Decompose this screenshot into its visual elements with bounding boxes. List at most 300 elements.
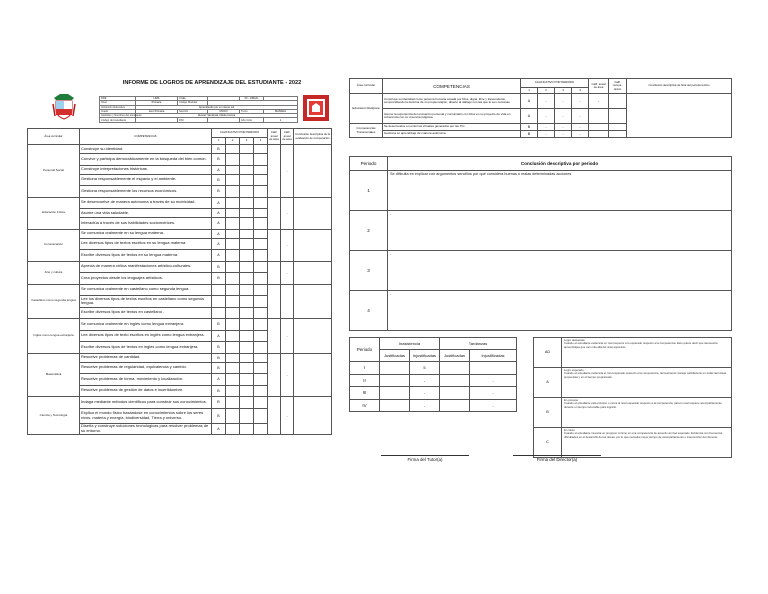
competency-name: Construye interpretaciones históricas.: [80, 165, 212, 174]
comp-annual-grade: [589, 109, 609, 124]
competencies-grades-table: [27, 128, 332, 435]
recovery-conclusion: [294, 229, 332, 261]
scale-row: [534, 368, 732, 398]
attendance-row: [350, 374, 517, 387]
grade-empty: [226, 307, 240, 319]
grade-empty: [240, 307, 254, 319]
conclusion-text: -: [388, 211, 732, 251]
recovery-grade: -: [281, 397, 294, 435]
recovery-conclusion: [294, 353, 332, 397]
conclusion-text: Se dificulta en explicar con argumentos sencillos por qué considera buenas o malas determinadas acciones: [388, 171, 732, 211]
grade-empty: [254, 423, 268, 435]
grade-empty: [254, 408, 268, 423]
comp-grade-period: -: [572, 94, 589, 109]
grade-period-1: A: [212, 374, 226, 386]
scale-description-cell: [562, 428, 732, 458]
grade-empty: [226, 218, 240, 230]
attendance-value: [380, 399, 410, 412]
grade-empty: [254, 397, 268, 409]
grade-period-1: B: [212, 174, 226, 186]
grade-period-1: B: [212, 154, 226, 166]
comp-period-2: 2: [538, 88, 555, 94]
tardiness-header: Tardanzas: [440, 338, 517, 350]
scale-code: A: [534, 368, 562, 398]
grade-empty: [254, 385, 268, 397]
grade-empty: [240, 186, 254, 198]
grade-empty: [240, 209, 254, 218]
main-period-4: 4: [254, 138, 268, 145]
comp-competencies-header: COMPETENCIAS: [383, 79, 521, 94]
grade-empty: [226, 319, 240, 331]
annual-grade: [268, 197, 281, 229]
grade-empty: [226, 197, 240, 209]
info-label: Sección: [178, 109, 208, 113]
recovery-grade: -: [281, 353, 294, 397]
comp-grade-period-1: A: [521, 94, 538, 109]
competency-name: Interactúa a través de sus habilidades sociomotrices.: [80, 218, 212, 230]
comp-annual-grade: -: [589, 94, 609, 109]
comp-grade-period: -: [555, 109, 572, 124]
grade-period-1: B: [212, 353, 226, 362]
peru-coat-of-arms-icon: [52, 92, 76, 120]
grade-period-1: B: [212, 385, 226, 397]
grade-empty: [254, 145, 268, 154]
grade-empty: [226, 209, 240, 218]
grade-empty: [254, 174, 268, 186]
grade-empty: [240, 284, 254, 296]
grade-empty: [254, 353, 268, 362]
grade-empty: [226, 342, 240, 354]
table-row: [28, 145, 332, 154]
comp-area-header: Área curricular: [350, 79, 383, 94]
comp-grade-period-1: B: [521, 131, 538, 138]
conclusion-text: -: [388, 251, 732, 291]
conclusion-row: [350, 291, 732, 331]
comp-grade-period: -: [538, 124, 555, 131]
area-name: Matemática: [28, 353, 80, 397]
grade-empty: [226, 186, 240, 198]
area-name: Castellano como segunda lengua: [28, 284, 80, 319]
competency-name: Se comunica oralmente en castellano como segunda lengua.: [80, 284, 212, 296]
grade-empty: [240, 261, 254, 273]
area-header: Área curricular: [28, 129, 80, 145]
comp-grade-period: -: [538, 131, 555, 138]
grade-empty: [254, 273, 268, 285]
absence-justified-header: Justificadas: [380, 350, 410, 362]
attendance-value: -: [410, 399, 440, 412]
grade-empty: [240, 385, 254, 397]
info-label: Turno: [240, 109, 264, 113]
grade-empty: [226, 408, 240, 423]
director-signature-label: Firma del Director(a): [536, 457, 578, 462]
comp-competency-name: Construye su identidad como persona humana amada por Dios, digna, libre y trascendente, comprendiendo la doctrina de su propia religión, abierto al diálogo con las que le son cercanas.: [383, 94, 521, 109]
scale-row: [534, 398, 732, 428]
grade-period-1: B: [212, 186, 226, 198]
grade-empty: [254, 186, 268, 198]
recovery-grade: -: [281, 197, 294, 229]
grade-empty: [226, 174, 240, 186]
comp-annual-grade: [589, 124, 609, 131]
info-label: UGEL: [178, 97, 208, 101]
grade-empty: [240, 273, 254, 285]
comp-grade-period: -: [555, 124, 572, 131]
info-value: [136, 118, 178, 122]
comp-grade-period: -: [555, 131, 572, 138]
annual-grade: [268, 284, 281, 319]
table-row: [28, 319, 332, 331]
info-label: Grado: [100, 109, 136, 113]
grade-empty: [226, 145, 240, 154]
grade-empty: [240, 296, 254, 308]
grade-period-1: B: [212, 408, 226, 423]
annual-grade: [268, 319, 281, 354]
grade-empty: [240, 218, 254, 230]
comp-recovery-grade: [609, 124, 627, 131]
attendance-value: -: [410, 387, 440, 400]
comp-grade-period: -: [538, 94, 555, 109]
grade-empty: [226, 362, 240, 374]
conclusion-row: [350, 171, 732, 211]
tutor-signature-label: Firma del Tutor(a): [407, 457, 443, 462]
info-value: UNICO: [208, 109, 240, 113]
info-value: Alvarez Sandoval, Nicole Ivanna: [136, 114, 298, 118]
grade-period-1: [212, 284, 226, 296]
recovery-conclusion: [294, 284, 332, 319]
grade-empty: [240, 408, 254, 423]
area-name: Comunicación: [28, 229, 80, 261]
attendance-value: [380, 387, 410, 400]
grade-period-1: B: [212, 319, 226, 331]
grade-empty: [226, 330, 240, 342]
grade-empty: [240, 397, 254, 409]
grade-empty: [254, 330, 268, 342]
competency-name: Resuelve problemas de cantidad.: [80, 353, 212, 362]
school-logo-icon: [303, 95, 329, 121]
conclusion-period: 3: [350, 251, 388, 291]
scale-row: [534, 338, 732, 368]
info-label: DNI: [178, 118, 208, 122]
main-period-1: 1: [212, 138, 226, 145]
comp-annual-grade: [589, 131, 609, 138]
grade-empty: [254, 342, 268, 354]
grade-period-1: B: [212, 145, 226, 154]
comp-recovery-grade: [609, 109, 627, 124]
absence-unjustified-header: Injustificadas: [410, 350, 440, 362]
grade-empty: [240, 330, 254, 342]
table-row: [28, 261, 332, 273]
comp-recovery-grade: [609, 94, 627, 109]
competency-name: Lee los diversos tipos de textos escritos en castellano como segunda lengua.: [80, 296, 212, 308]
grade-empty: [254, 250, 268, 262]
conclusion-period: 4: [350, 291, 388, 331]
tardiness-justified-header: Justificadas: [440, 350, 470, 362]
scale-description: Cuando el estudiante evidencia un nivel superior a lo esperado respecto a la competencia. Esto quiere decir que demuestra aprendizajes que van más allá del nivel esperado.: [564, 341, 718, 349]
area-name: Arte y cultura: [28, 261, 80, 284]
grade-empty: [240, 145, 254, 154]
scale-title: Logro destacado: [564, 338, 585, 342]
competencies-header: COMPETENCIAS: [80, 129, 212, 145]
grade-empty: [226, 353, 240, 362]
grade-empty: [240, 353, 254, 362]
info-label: Año Ciclo: [240, 118, 264, 122]
competency-name: Resuelve problemas de forma, movimiento y localización.: [80, 374, 212, 386]
attendance-value: [440, 362, 470, 375]
grade-empty: [254, 238, 268, 250]
grade-empty: [240, 165, 254, 174]
attendance-value: -: [410, 374, 440, 387]
attendance-row: [350, 399, 517, 412]
grade-empty: [226, 374, 240, 386]
conclusion-text: -: [388, 291, 732, 331]
comp-recovery-header: Calif. recupe-ración: [609, 79, 627, 94]
grade-empty: [240, 342, 254, 354]
table-row: [350, 94, 732, 109]
grade-period-1: A: [212, 165, 226, 174]
comp-grade-period: -: [572, 124, 589, 131]
info-value: LIMA: [136, 97, 178, 101]
grade-period-1: [212, 296, 226, 308]
annual-grade: [268, 229, 281, 261]
grade-empty: [226, 229, 240, 238]
grade-empty: [254, 374, 268, 386]
area-name: Inglés como lengua extranjera: [28, 319, 80, 354]
competency-name: Indaga mediante métodos científicos para construir sus conocimientos.: [80, 397, 212, 409]
table-row: [28, 353, 332, 362]
info-label: Código Modular: [178, 101, 208, 105]
student-info-table: [99, 96, 298, 123]
main-period-3: 3: [240, 138, 254, 145]
competency-name: Se comunica oralmente en su lengua materna.: [80, 229, 212, 238]
recovery-conclusion: [294, 145, 332, 198]
grade-empty: [254, 296, 268, 308]
grade-empty: [240, 362, 254, 374]
competency-name: Se desenvuelve de manera autónoma a través de su motricidad.: [80, 197, 212, 209]
grade-empty: [240, 319, 254, 331]
table-row: [28, 197, 332, 209]
competency-name: Convive y participa democráticamente en la búsqueda del bien común.: [80, 154, 212, 166]
competency-name: Gestiona responsablemente los recursos económicos.: [80, 186, 212, 198]
info-label: Apellidos y Nombres del estudiante: [101, 114, 142, 118]
comp-period-4: 4: [572, 88, 589, 94]
scale-title: En inicio: [564, 428, 575, 432]
area-name: Ciencia y Tecnología: [28, 397, 80, 435]
attendance-period: III: [350, 387, 380, 400]
competency-name: Crea proyectos desde los lenguajes artísticos.: [80, 273, 212, 285]
table-row: [28, 284, 332, 296]
competency-name: Diseña y construye soluciones tecnológicas para resolver problemas de su entorno.: [80, 423, 212, 435]
recovery-grade: -: [281, 145, 294, 198]
comp-grade-period: -: [572, 131, 589, 138]
period-conclusions-table: [349, 156, 732, 331]
info-label: Nivel: [100, 101, 136, 105]
grade-empty: [254, 307, 268, 319]
recovery-conclusion: [294, 319, 332, 354]
comp-final-conclusion: [627, 94, 732, 138]
info-value: 1: [264, 118, 298, 122]
grade-empty: [240, 154, 254, 166]
grade-empty: [254, 261, 268, 273]
scale-description: Cuando el estudiante está próximo o cerca al nivel esperado respecto a la competencia, para lo cual requiere acompañamiento durante un tiempo razonable para lograrlo.: [564, 401, 722, 409]
annual-grade-header: Calif. anual de área: [268, 129, 281, 145]
comp-grade-period: -: [538, 109, 555, 124]
recovery-conclusion: [294, 261, 332, 284]
scale-title: Logro esperado: [564, 368, 584, 372]
grade-period-1: [212, 307, 226, 319]
grade-empty: [240, 374, 254, 386]
competency-name: Escribe diversos tipos de textos en inglés como lengua extranjera.: [80, 342, 212, 354]
comp-grade-period-1: A: [521, 109, 538, 124]
conclusion-row: [350, 251, 732, 291]
grade-period-1: A: [212, 218, 226, 230]
annual-grade: [268, 397, 281, 435]
grade-empty: [240, 423, 254, 435]
attendance-period-header: Periodo: [350, 338, 380, 362]
recovery-grade-header: Calif. anual de área: [281, 129, 294, 145]
attendance-period: IV: [350, 399, 380, 412]
grade-empty: [226, 261, 240, 273]
recovery-grade: -: [281, 319, 294, 354]
scale-description-cell: [562, 368, 732, 398]
grade-period-1: A: [212, 330, 226, 342]
grade-period-1: A: [212, 250, 226, 262]
attendance-value: [440, 387, 470, 400]
scale-description: Cuando el estudiante muestra un progreso mínimo en una competencia de acuerdo al nivel esperado. Evidencia con frecuencia dificultades en el desarrollo de las tareas, por lo que necesita mayor tiempo de acompañamiento e intervención del docente.: [564, 431, 723, 439]
attendance-period: II: [350, 374, 380, 387]
recovery-grade: -: [281, 229, 294, 261]
competency-name: Se comunica oralmente en inglés como lengua extranjera.: [80, 319, 212, 331]
recovery-conclusion: [294, 197, 332, 229]
competency-name: Escribe diversos tipos de textos en su lengua materna.: [80, 250, 212, 262]
comp-recovery-grade: [609, 131, 627, 138]
grade-empty: [226, 273, 240, 285]
scale-description-cell: [562, 338, 732, 368]
grade-empty: [240, 238, 254, 250]
grade-empty: [226, 385, 240, 397]
info-value: Aprendiendo por un mismo sol: [136, 105, 298, 109]
info-value: Primaria: [136, 101, 178, 105]
info-value: 03 - LIMA/C: [240, 97, 264, 101]
tutor-signature-line: [381, 455, 469, 456]
scale-code: B: [534, 398, 562, 428]
report-title: INFORME DE LOGROS DE APRENDIZAJE DEL ESTUDIANTE - 2022: [122, 80, 302, 86]
comp-grade-period: -: [555, 94, 572, 109]
competency-name: Lee diversos tipos de texto escritos en inglés como lengua extranjera.: [80, 330, 212, 342]
grade-empty: [226, 284, 240, 296]
scale-description: Cuando el estudiante evidencia el nivel esperado respecto a la competencia, demostrando manejo satisfactorio en todas las tareas propuestas y en el tiempo programado.: [564, 371, 727, 379]
grade-empty: [254, 209, 268, 218]
comp-competency-name: Se desenvuelve en entornos virtuales generados por las TIC.: [383, 124, 521, 131]
info-label: Código del estudiante: [100, 118, 136, 122]
competency-name: Escribe diversos tipos de textos en castellano .: [80, 307, 212, 319]
grade-empty: [226, 238, 240, 250]
scale-code: AD: [534, 338, 562, 368]
grading-scale-table: [533, 337, 732, 458]
comp-conclusion-header: Conclusión descriptiva de final del periodo lectivo: [627, 79, 732, 94]
comp-grade-period: -: [572, 109, 589, 124]
comp-period-header: CALIFICATIVO POR PERIODO: [521, 79, 589, 88]
scale-code: C: [534, 428, 562, 458]
info-row: [100, 118, 298, 122]
scale-description-cell: [562, 398, 732, 428]
grade-period-1: A: [212, 197, 226, 209]
grade-empty: [254, 218, 268, 230]
competency-name: Resuelve problemas de gestión de datos e incertidumbre.: [80, 385, 212, 397]
grade-period-1: A: [212, 423, 226, 435]
grade-empty: [240, 229, 254, 238]
attendance-table: [349, 337, 517, 412]
grade-period-1: B: [212, 397, 226, 409]
grade-empty: [254, 197, 268, 209]
grade-period-1: B: [212, 261, 226, 273]
grade-empty: [240, 174, 254, 186]
period-grade-header: CALIFICATIVO POR PERIODO: [212, 129, 268, 138]
conclusion-header: Conclusión descriptiva por periodo: [388, 157, 732, 171]
conclusion-period: 2: [350, 211, 388, 251]
attendance-value: [440, 399, 470, 412]
conclusion-period-header: Periodo: [350, 157, 388, 171]
table-row: [28, 229, 332, 238]
grade-period-1: A: [212, 238, 226, 250]
grade-period-1: A: [212, 229, 226, 238]
competency-name: Asume una vida saludable.: [80, 209, 212, 218]
absence-header: Inasistencia: [380, 338, 440, 350]
attendance-value: [380, 362, 410, 375]
attendance-row: [350, 362, 517, 375]
area-name: Personal Social: [28, 145, 80, 198]
grade-period-1: B: [212, 362, 226, 374]
attendance-row: [350, 387, 517, 400]
competency-name: Resuelve problemas de regularidad, equivalencia y cambio.: [80, 362, 212, 374]
scale-title: En proceso: [564, 398, 579, 402]
attendance-value: -: [470, 399, 517, 412]
grade-empty: [226, 296, 240, 308]
grade-empty: [240, 197, 254, 209]
comp-period-1: 1: [521, 88, 538, 94]
comp-competency-name: Gestiona su aprendizaje de manera autónoma.: [383, 131, 521, 138]
grade-empty: [254, 319, 268, 331]
recovery-conclusion: [294, 397, 332, 435]
grade-empty: [254, 165, 268, 174]
competency-name: Aprecia de manera crítica manifestaciones artístico-culturales.: [80, 261, 212, 273]
info-label: DRE: [100, 97, 136, 101]
comp-area-name: Competencias Transversales: [350, 124, 383, 138]
recovery-conclusion-header: Conclusión descriptiva de la evaluación de recuperación: [294, 129, 332, 145]
info-label: Institución Educativa: [100, 105, 136, 109]
grade-empty: [226, 165, 240, 174]
grade-empty: [226, 250, 240, 262]
attendance-value: -: [470, 387, 517, 400]
grade-empty: [226, 423, 240, 435]
info-value: 1ero Primaria: [136, 109, 178, 113]
grade-empty: [240, 250, 254, 262]
scale-row: [534, 428, 732, 458]
comp-area-name: Educación Religiosa: [350, 94, 383, 124]
religion-transversal-table: [349, 78, 732, 138]
annual-grade: [268, 145, 281, 198]
grade-empty: [254, 362, 268, 374]
attendance-value: 5: [410, 362, 440, 375]
comp-annual-header: Calif. anual de área: [589, 79, 609, 94]
grade-empty: [254, 229, 268, 238]
attendance-value: [470, 362, 517, 375]
grade-empty: [254, 154, 268, 166]
conclusion-row: [350, 211, 732, 251]
competency-name: Lee diversos tipos de textos escritos en su lengua materna.: [80, 238, 212, 250]
comp-grade-period-1: B: [521, 124, 538, 131]
director-signature-line: [513, 455, 601, 456]
main-period-2: 2: [226, 138, 240, 145]
recovery-grade: [281, 284, 294, 319]
